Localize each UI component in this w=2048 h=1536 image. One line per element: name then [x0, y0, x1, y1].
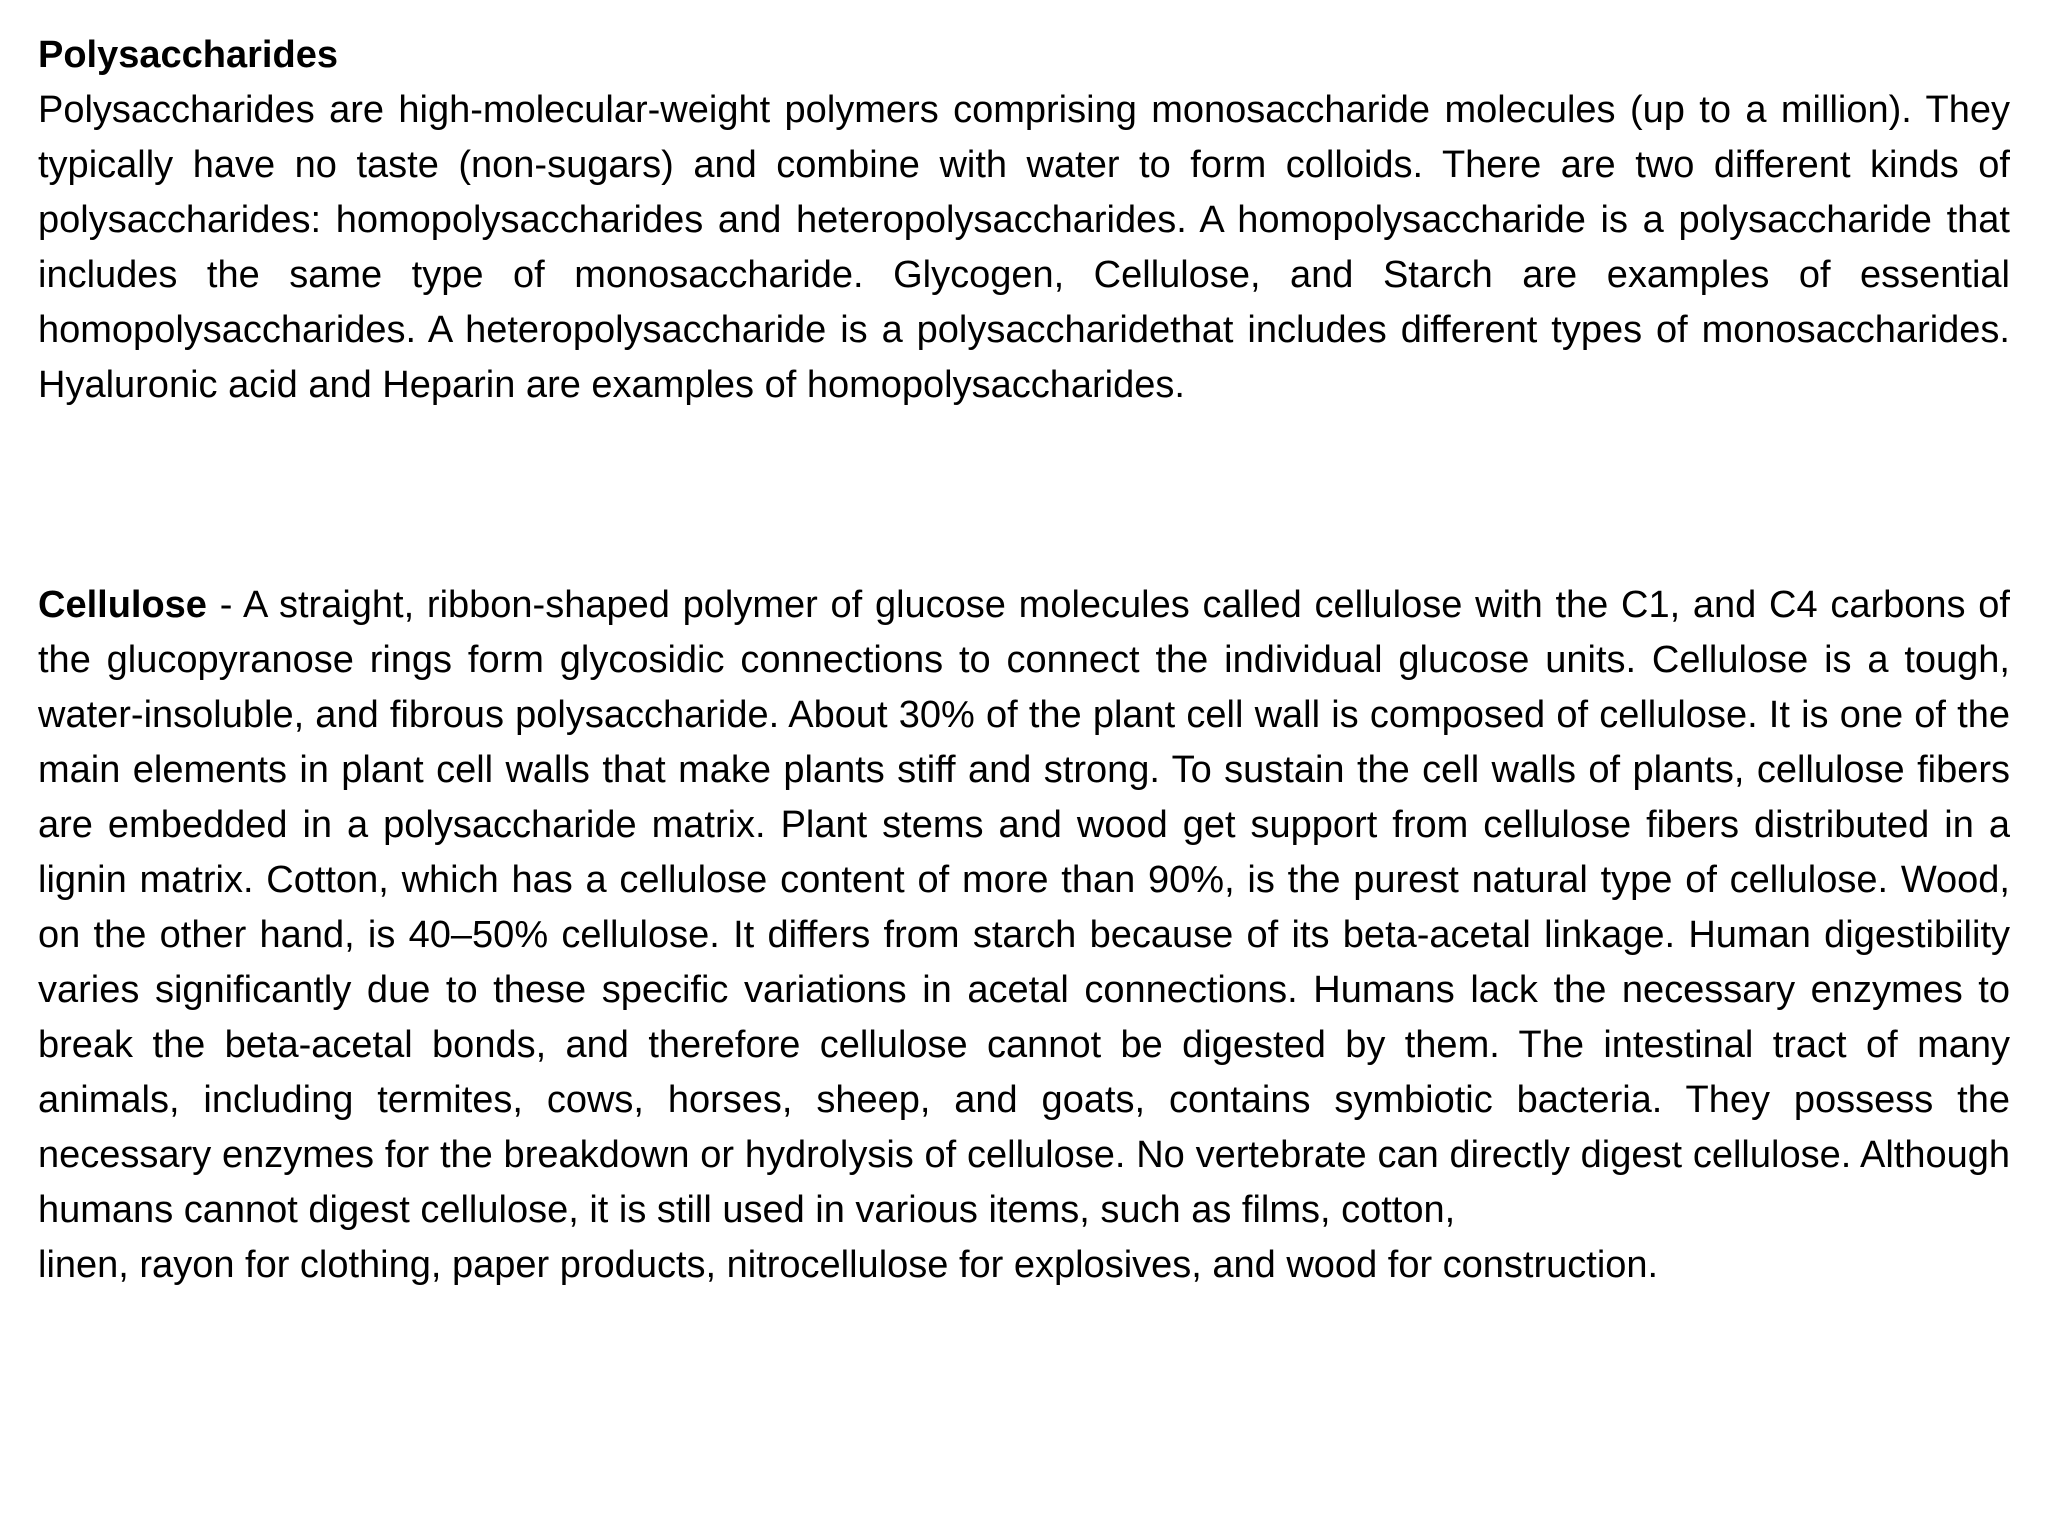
section-spacer [38, 413, 2010, 578]
paragraph-cellulose-tail-1: Although humans cannot digest cellulose, it is still used in various items, such as films, cotton, [38, 1134, 2010, 1231]
term-cellulose: Cellulose [38, 584, 207, 626]
document-page [38, 28, 2010, 1293]
section-heading-polysaccharides: Polysaccharides [38, 34, 338, 76]
paragraph-cellulose-final-line: linen, rayon for clothing, paper products, nitrocellulose for explosives, and wood for construction. [38, 1244, 1659, 1286]
paragraph-polysaccharides: Polysaccharides are high-molecular-weight polymers comprising monosaccharide molecules (up to a million). They typically have no taste (non-sugars) and combine with water to form colloids. There are two different kinds of polysaccharides: homopolysaccharides and heteropolysaccharides. A homopolysaccharide is a polysaccharide that includes the same type of monosaccharide. Glycogen, Cellulose, and Starch are examples of essential homopolysaccharides. A heteropolysaccharide is a polysaccharidethat includes different types of monosaccharides. Hyaluronic acid and Heparin are examples of homopolysaccharides. [38, 89, 2010, 406]
paragraph-cellulose [38, 578, 2010, 1238]
paragraph-cellulose-body: - A straight, ribbon-shaped polymer of glucose molecules called cellulose with the C1, and C4 carbons of the glucopyranose rings form glycosidic connections to connect the individual glucose units. Cellulose is a tough, water-insoluble, and fibrous polysaccharide. About 30% of the plant cell wall is composed of cellulose. It is one of the main elements in plant cell walls that make plants stiff and strong. To sustain the cell walls of plants, cellulose fibers are embedded in a polysaccharide matrix. Plant stems and wood get support from cellulose fibers distributed in a lignin matrix. Cotton, which has a cellulose content of more than 90%, is the purest natural type of cellulose. Wood, on the other hand, is 40–50% cellulose. It differs from starch because of its beta-acetal linkage. Human digestibility varies significantly due to these specific variations in acetal connections. Humans lack the necessary enzymes to break the beta-acetal bonds, and therefore cellulose cannot be digested by them. The intestinal tract of many animals, including termites, cows, horses, sheep, and goats, contains symbiotic bacteria. They possess the necessary enzymes for the breakdown or hydrolysis of cellulose. No vertebrate can directly digest cellulose. [38, 584, 2010, 1176]
